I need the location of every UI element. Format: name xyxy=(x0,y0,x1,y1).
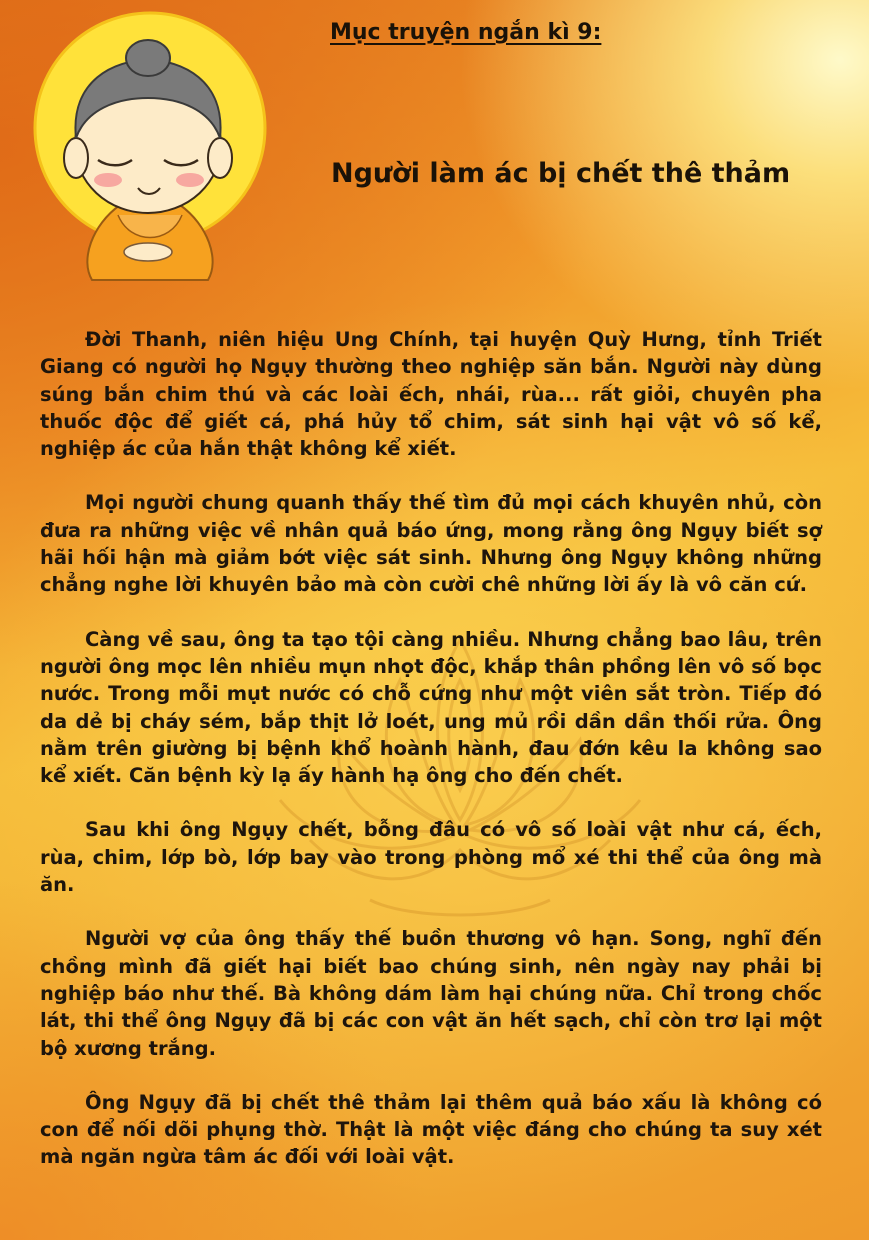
series-label: Mục truyện ngắn kì 9: xyxy=(330,20,602,45)
paragraph: Mọi người chung quanh thấy thế tìm đủ mọi cách khuyên nhủ, còn đưa ra những việc về nhân quả báo ứng, mong rằng ông Ngụy biết sợ hãi hối hận mà giảm bớt việc sát sinh. Nhưng ông Ngụy không những chẳng nghe lời khuyên bảo mà còn cười chê những lời ấy là vô căn cứ. xyxy=(40,491,822,597)
paragraph: Người vợ của ông thấy thế buồn thương vô hạn. Song, nghĩ đến chồng mình đã giết hại biết bao chúng sinh, nên ngày nay phải bị nghiệp báo như thế. Bà không dám làm hại chúng nữa. Chỉ trong chốc lát, thi thể ông Ngụy đã bị các con vật ăn hết sạch, chỉ còn trơ lại một bộ xương trắng. xyxy=(40,927,822,1060)
paragraph: Sau khi ông Ngụy chết, bỗng đâu có vô số loài vật như cá, ếch, rùa, chim, lớp bò, lớp bay vào trong phòng mổ xé thi thể của ông mà ăn. xyxy=(40,818,822,897)
story-title: Người làm ác bị chết thê thảm xyxy=(331,158,791,189)
meditating-monk-icon xyxy=(20,10,280,300)
paragraph: Ông Ngụy đã bị chết thê thảm lại thêm quả báo xấu là không có con để nối dõi phụng thờ. Thật là một việc đáng cho chúng ta suy xét mà ngăn ngừa tâm ác đối với loài vật. xyxy=(40,1090,822,1169)
paragraph: Càng về sau, ông ta tạo tội càng nhiều. Nhưng chẳng bao lâu, trên người ông mọc lên nhiều mụn nhọt độc, khắp thân phồng lên vô số bọc nước. Trong mỗi mụt nước có chỗ cứng như một viên sắt tròn. Tiếp đó da dẻ bị cháy sém, bắp thịt lở loét, ung mủ rồi dần dần thối rửa. Ông nằm trên giường bị bệnh khổ hoành hành, đau đớn kêu la không sao kể xiết. Căn bệnh kỳ lạ ấy hành hạ ông cho đến chết. xyxy=(40,627,822,788)
paragraph: Đời Thanh, niên hiệu Ung Chính, tại huyện Quỳ Hưng, tỉnh Triết Giang có người họ Ngụy thường theo nghiệp săn bắn. Người này dùng súng bắn chim thú và các loài ếch, nhái, rùa... rất giỏi, chuyên pha thuốc độc để giết cá, phá hủy tổ chim, sát sinh hại vật vô số kể, nghiệp ác của hắn thật không kể xiết. xyxy=(40,328,822,461)
story-body xyxy=(40,326,822,1198)
